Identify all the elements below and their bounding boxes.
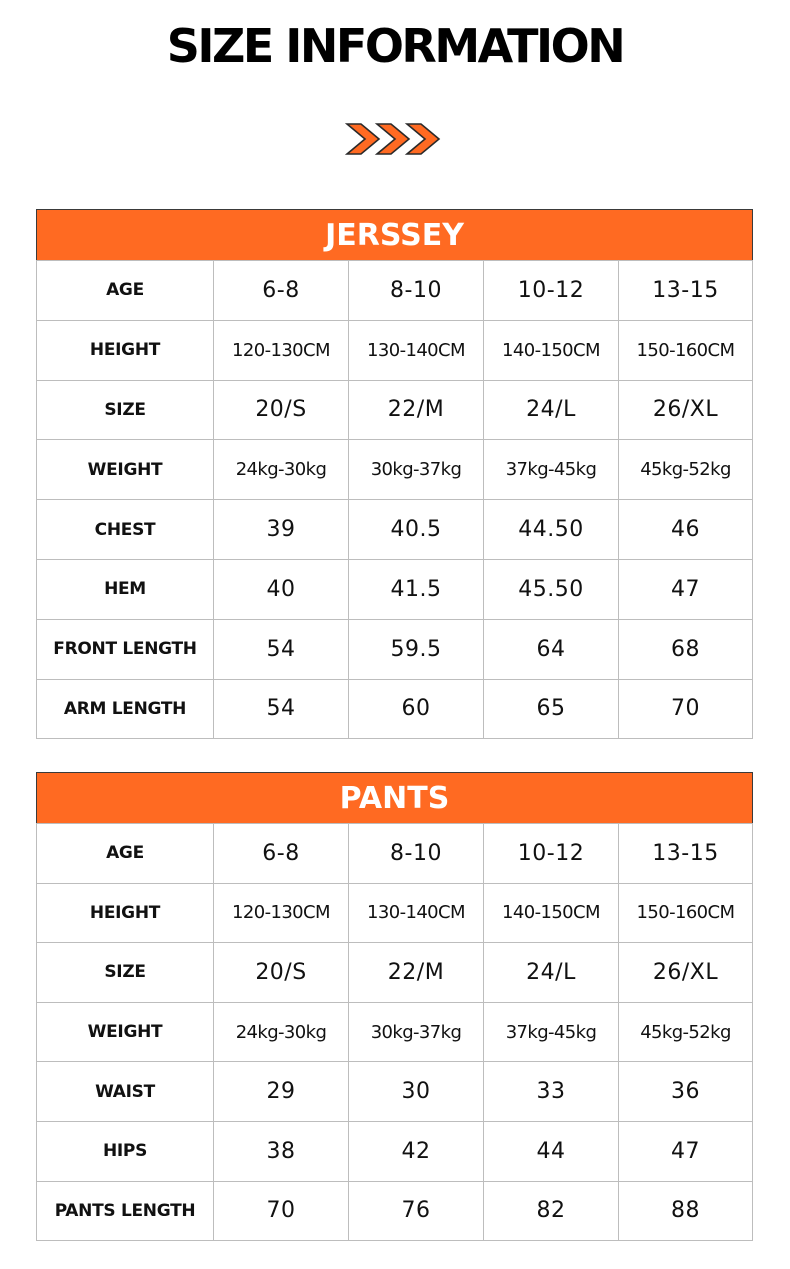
pants-table-body <box>37 824 753 1241</box>
table-cell: 82 <box>484 1181 619 1241</box>
row-label: FRONT LENGTH <box>37 619 214 679</box>
row-label: HEM <box>37 559 214 619</box>
table-cell: 88 <box>619 1181 753 1241</box>
table-row <box>37 679 753 739</box>
table-row <box>37 883 753 943</box>
table-cell: 64 <box>484 619 619 679</box>
table-row <box>37 619 753 679</box>
table-cell: 33 <box>484 1062 619 1122</box>
row-label: WEIGHT <box>37 440 214 500</box>
table-cell: 22/M <box>349 943 484 1003</box>
row-label: AGE <box>37 824 214 884</box>
table-cell: 6-8 <box>214 261 349 321</box>
row-label: HEIGHT <box>37 320 214 380</box>
table-cell: 6-8 <box>214 824 349 884</box>
table-cell: 13-15 <box>619 261 753 321</box>
page-title: SIZE INFORMATION <box>166 19 624 73</box>
table-cell: 130-140CM <box>349 883 484 943</box>
table-cell: 26/XL <box>619 380 753 440</box>
row-label: HEIGHT <box>37 883 214 943</box>
row-label: SIZE <box>37 943 214 1003</box>
table-cell: 30kg-37kg <box>349 1002 484 1062</box>
table-cell: 37kg-45kg <box>484 1002 619 1062</box>
table-cell: 76 <box>349 1181 484 1241</box>
table-cell: 54 <box>214 679 349 739</box>
table-cell: 40 <box>214 559 349 619</box>
table-cell: 24/L <box>484 943 619 1003</box>
row-label: CHEST <box>37 500 214 560</box>
table-row <box>37 500 753 560</box>
table-cell: 36 <box>619 1062 753 1122</box>
table-cell: 59.5 <box>349 619 484 679</box>
table-cell: 60 <box>349 679 484 739</box>
table-cell: 20/S <box>214 943 349 1003</box>
table-cell: 65 <box>484 679 619 739</box>
table-cell: 150-160CM <box>619 883 753 943</box>
table-cell: 54 <box>214 619 349 679</box>
table-row <box>37 320 753 380</box>
table-cell: 40.5 <box>349 500 484 560</box>
table-cell: 30kg-37kg <box>349 440 484 500</box>
table-cell: 45kg-52kg <box>619 440 753 500</box>
table-cell: 46 <box>619 500 753 560</box>
table-row <box>37 943 753 1003</box>
row-label: WAIST <box>37 1062 214 1122</box>
table-cell: 47 <box>619 1121 753 1181</box>
table-cell: 70 <box>619 679 753 739</box>
row-label: AGE <box>37 261 214 321</box>
table-cell: 29 <box>214 1062 349 1122</box>
row-label: WEIGHT <box>37 1002 214 1062</box>
table-cell: 44.50 <box>484 500 619 560</box>
table-cell: 38 <box>214 1121 349 1181</box>
table-cell: 70 <box>214 1181 349 1241</box>
table-row <box>37 1062 753 1122</box>
table-cell: 45.50 <box>484 559 619 619</box>
jersey-table-title: JERSSEY <box>36 209 753 260</box>
row-label: ARM LENGTH <box>37 679 214 739</box>
table-cell: 47 <box>619 559 753 619</box>
table-row <box>37 440 753 500</box>
triple-chevron-right-icon <box>345 122 447 156</box>
table-row <box>37 380 753 440</box>
table-cell: 30 <box>349 1062 484 1122</box>
table-cell: 20/S <box>214 380 349 440</box>
table-cell: 24kg-30kg <box>214 440 349 500</box>
table-cell: 24kg-30kg <box>214 1002 349 1062</box>
jersey-table-body <box>37 261 753 739</box>
table-row <box>37 824 753 884</box>
table-cell: 44 <box>484 1121 619 1181</box>
table-cell: 45kg-52kg <box>619 1002 753 1062</box>
table-cell: 26/XL <box>619 943 753 1003</box>
table-cell: 22/M <box>349 380 484 440</box>
pants-table-title: PANTS <box>36 772 753 823</box>
table-cell: 41.5 <box>349 559 484 619</box>
table-row <box>37 261 753 321</box>
table-cell: 130-140CM <box>349 320 484 380</box>
table-cell: 10-12 <box>484 824 619 884</box>
table-row <box>37 1121 753 1181</box>
table-cell: 120-130CM <box>214 883 349 943</box>
table-cell: 120-130CM <box>214 320 349 380</box>
row-label: SIZE <box>37 380 214 440</box>
table-row <box>37 559 753 619</box>
table-cell: 24/L <box>484 380 619 440</box>
table-cell: 13-15 <box>619 824 753 884</box>
table-cell: 8-10 <box>349 824 484 884</box>
jersey-size-table <box>36 209 753 739</box>
row-label: PANTS LENGTH <box>37 1181 214 1241</box>
table-cell: 37kg-45kg <box>484 440 619 500</box>
table-row <box>37 1181 753 1241</box>
table-row <box>37 1002 753 1062</box>
table-cell: 10-12 <box>484 261 619 321</box>
table-cell: 140-150CM <box>484 320 619 380</box>
pants-size-table <box>36 772 753 1241</box>
table-cell: 42 <box>349 1121 484 1181</box>
row-label: HIPS <box>37 1121 214 1181</box>
table-cell: 68 <box>619 619 753 679</box>
table-cell: 39 <box>214 500 349 560</box>
table-cell: 140-150CM <box>484 883 619 943</box>
table-cell: 150-160CM <box>619 320 753 380</box>
table-cell: 8-10 <box>349 261 484 321</box>
